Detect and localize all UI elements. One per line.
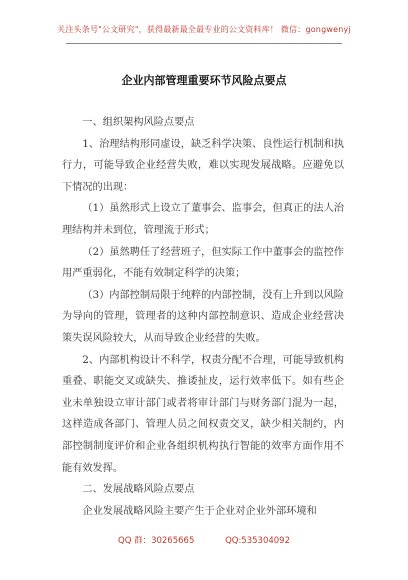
section-heading-2: 二、发展战略风险点要点 [82,484,195,496]
header-promo-note: 关注头条号"公文研究"，获得最新最全最专业的公文资料库！ 微信：gongwenyj [57,25,351,34]
header-divider [66,43,342,44]
footer-qq-group: QQ 群：30265665 [118,536,195,546]
paragraph: （3）内部控制局限于纯粹的内部控制，没有上升到以风险为导向的管理，管理者的这种内部控制意识、造成企业经营决策失误风险较大，从而导致企业经营的失败。 [62,289,344,344]
document-title: 企业内部管理重要环节风险点要点 [121,74,287,87]
footer-contact [0,534,408,546]
paragraph: （2）虽然聘任了经营班子，但实际工作中董事会的监控作用严重弱化，不能有效制定科学的决策； [62,246,344,280]
paragraph: 1、治理结构形同虚设，缺乏科学决策、良性运行机制和执行力，可能导致企业经营失败，难以实现发展战略。应避免以下情况的出现： [62,138,344,193]
document-body [62,112,344,522]
paragraph: （1）虽然形式上设立了董事会、监事会，但真正的法人治理结构并未到位，管理流于形式； [62,203,344,236]
footer-qq: QQ:535304092 [225,536,290,546]
paragraph: 企业发展战略风险主要产生于企业对企业外部环境和 [82,505,317,517]
section-heading-1: 一、组织架构风险点要点 [82,117,195,128]
paragraph: 2、内部机构设计不科学，权责分配不合理，可能导致机构重叠、职能交叉或缺失、推诿扯皮，运行效率低下。如有些企业未单独设立审计部门或者将审计部门与财务部门混为一起，这样造成各部门、管理人员之间权责交叉，缺少相关制约，内部控制制度评价和企业各组织机构执行智能的效率方面作用不能有效发挥。 [62,354,344,474]
